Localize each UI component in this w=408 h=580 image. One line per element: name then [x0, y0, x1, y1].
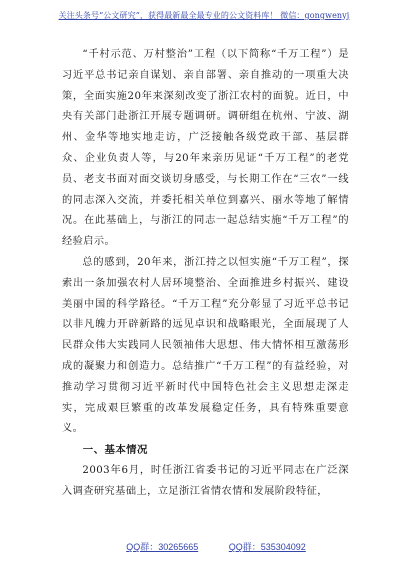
document-body	[62, 45, 349, 503]
paragraph-intro: “千村示范、万村整治”工程（以下简称“千万工程”）是习近平总书记亲自谋划、亲自部署、亲自推动的一项重大决策，全面实施20年来深刻改变了浙江农村的面貌。近日，中央有关部门赴浙江开展专题调研。调研组在杭州、宁波、湖州、金华等地实地走访，广泛接触各级党政干部、基层群众、企业负责人等，与20年来亲历见证“千万工程”的老党员、老支书面对面交谈切身感受，与长期工作在“三农”一线的同志深入交流，并委托相关单位到嘉兴、丽水等地了解情况。在此基础上，与浙江的同志一起总结实施“千万工程”的经验启示。	[62, 49, 349, 248]
qq-footer	[0, 540, 408, 558]
section-heading: 一、基本情况	[82, 444, 148, 457]
promo-header	[0, 0, 408, 28]
qq-group-link-1[interactable]: QQ群：30265665	[126, 542, 199, 552]
promo-header-link[interactable]: 关注头条号“公文研究”，获得最新最全最专业的公文资料库！ 微信：gongwenyj	[58, 11, 350, 20]
qq-group-link-2[interactable]: QQ群：535304092	[228, 542, 306, 552]
paragraph-basic-situation: 2003年6月，时任浙江省委书记的习近平同志在广泛深入调查研究基础上，立足浙江省情农情和发展阶段特征，	[62, 464, 349, 497]
paragraph-summary: 总的感到，20年来，浙江持之以恒实施“千万工程”，探索出一条加强农村人居环境整治、全面推进乡村振兴、建设美丽中国的科学路径。“千万工程”充分彰显了习近平总书记以非凡魄力开辟新路的远见卓识和战略眼光，全面展现了人民群众伟大实践同人民领袖伟大思想、伟大情怀相互激荡形成的凝聚力和创造力。总结推广“千万工程”的有益经验，对推动学习贯彻习近平新时代中国特色社会主义思想走深走实，完成艰巨繁重的改革发展稳定任务，具有特殊重要意义。	[62, 256, 349, 435]
